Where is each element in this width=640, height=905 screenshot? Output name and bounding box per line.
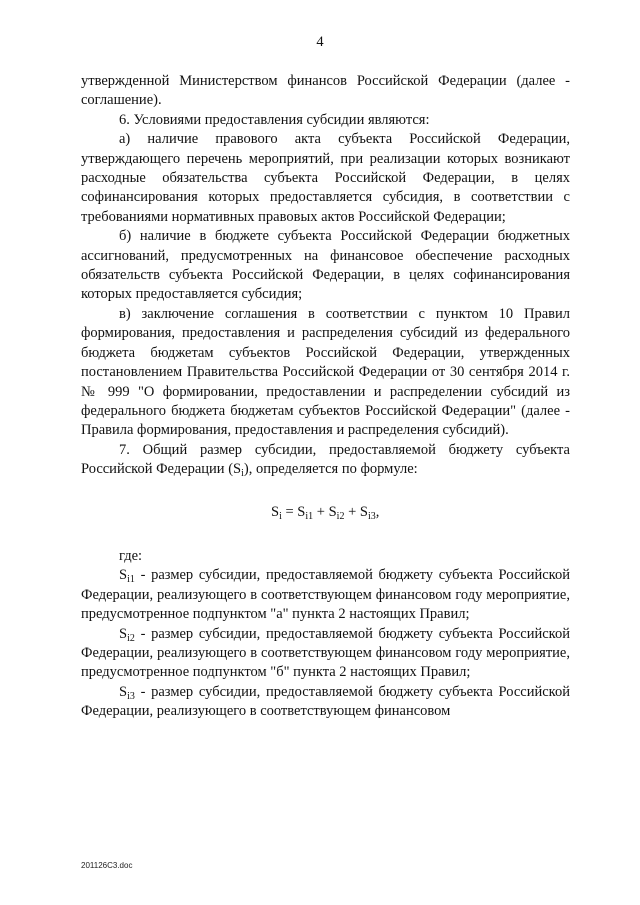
paragraph-total-subsidy <box>81 441 570 480</box>
total-subsidy-text-2: ), определяется по формуле: <box>243 461 418 478</box>
where-label: где: <box>119 547 143 564</box>
paragraph-condition-a: а) наличие правового акта субъекта Российской Федерации, утверждающего перечень мероприятий, при реализации которых возникают расходные обязательства субъекта Российской Федерации, в целях софинансирования которых предоставляется субсидия, в соответствии с требованиями нормативных правовых актов Российской Федерации; <box>81 131 570 225</box>
formula-term-3-sub: i3 <box>367 510 376 522</box>
formula-term-2: S <box>328 503 337 520</box>
formula-tail: , <box>375 503 380 520</box>
definition-symbol: S <box>119 625 128 642</box>
formula-term-1-sub: i1 <box>305 510 314 522</box>
subsidy-formula <box>81 503 570 522</box>
formula-lhs: S <box>271 503 280 520</box>
formula-plus-1: + <box>313 503 329 520</box>
definition-si3 <box>81 683 570 722</box>
paragraph-conditions-heading: 6. Условиями предоставления субсидии являются: <box>119 111 430 128</box>
definition-subscript: i2 <box>127 632 135 644</box>
definition-text: - размер субсидии, предоставляемой бюджету субъекта Российской Федерации, реализующего в соответствующем финансовом <box>81 683 570 720</box>
total-subsidy-subscript: i <box>241 468 244 480</box>
definition-subscript: i1 <box>127 574 135 586</box>
formula-plus-2: + <box>344 503 360 520</box>
formula-term-3: S <box>359 503 368 520</box>
definition-si1 <box>81 566 570 624</box>
total-subsidy-text-1: 7. Общий размер субсидии, предоставляемой бюджету субъекта Российской Федерации (S <box>81 441 570 478</box>
paragraph-agreement-ref: утвержденной Министерством финансов Российской Федерации (далее - соглашение). <box>81 73 570 109</box>
paragraph-condition-b: б) наличие в бюджете субъекта Российской Федерации бюджетных ассигнований, предусмотренных на финансовое обеспечение расходных обязательств субъекта Российской Федерации, в целях софинансирования которых предоставляется субсидия; <box>81 228 570 303</box>
formula-eq: = <box>281 503 298 520</box>
definition-symbol: S <box>119 567 128 584</box>
formula-term-1: S <box>297 503 306 520</box>
definition-si2 <box>81 625 570 683</box>
page-number: 4 <box>316 34 324 50</box>
footer-filename: 201126C3.doc <box>81 861 133 870</box>
definition-subscript: i3 <box>127 690 135 702</box>
formula-term-2-sub: i2 <box>336 510 345 522</box>
formula-lhs-sub: i <box>279 510 282 522</box>
paragraph-condition-c: в) заключение соглашения в соответствии с пунктом 10 Правил формирования, предоставления и распределения субсидий из федерального бюджета бюджетам субъектов Российской Федерации, утвержденных постановлением Правительства Российской Федерации от 30 сентября 2014 г. № 999 "О формировании, предоставлении и распределении субсидий из федерального бюджета бюджетам субъектов Российской Федерации" (далее - Правила формирования, предоставления и распределения субсидий). <box>81 305 570 439</box>
document-body <box>81 72 570 722</box>
definition-text: - размер субсидии, предоставляемой бюджету субъекта Российской Федерации, реализующего в соответствующем финансовом году мероприятие, предусмотренное подпунктом "б" пункта 2 настоящих Правил; <box>81 625 570 681</box>
definition-symbol: S <box>119 683 128 700</box>
definition-text: - размер субсидии, предоставляемой бюджету субъекта Российской Федерации, реализующего в соответствующем финансовом году мероприятие, предусмотренное подпунктом "а" пункта 2 настоящих Правил; <box>81 567 570 623</box>
